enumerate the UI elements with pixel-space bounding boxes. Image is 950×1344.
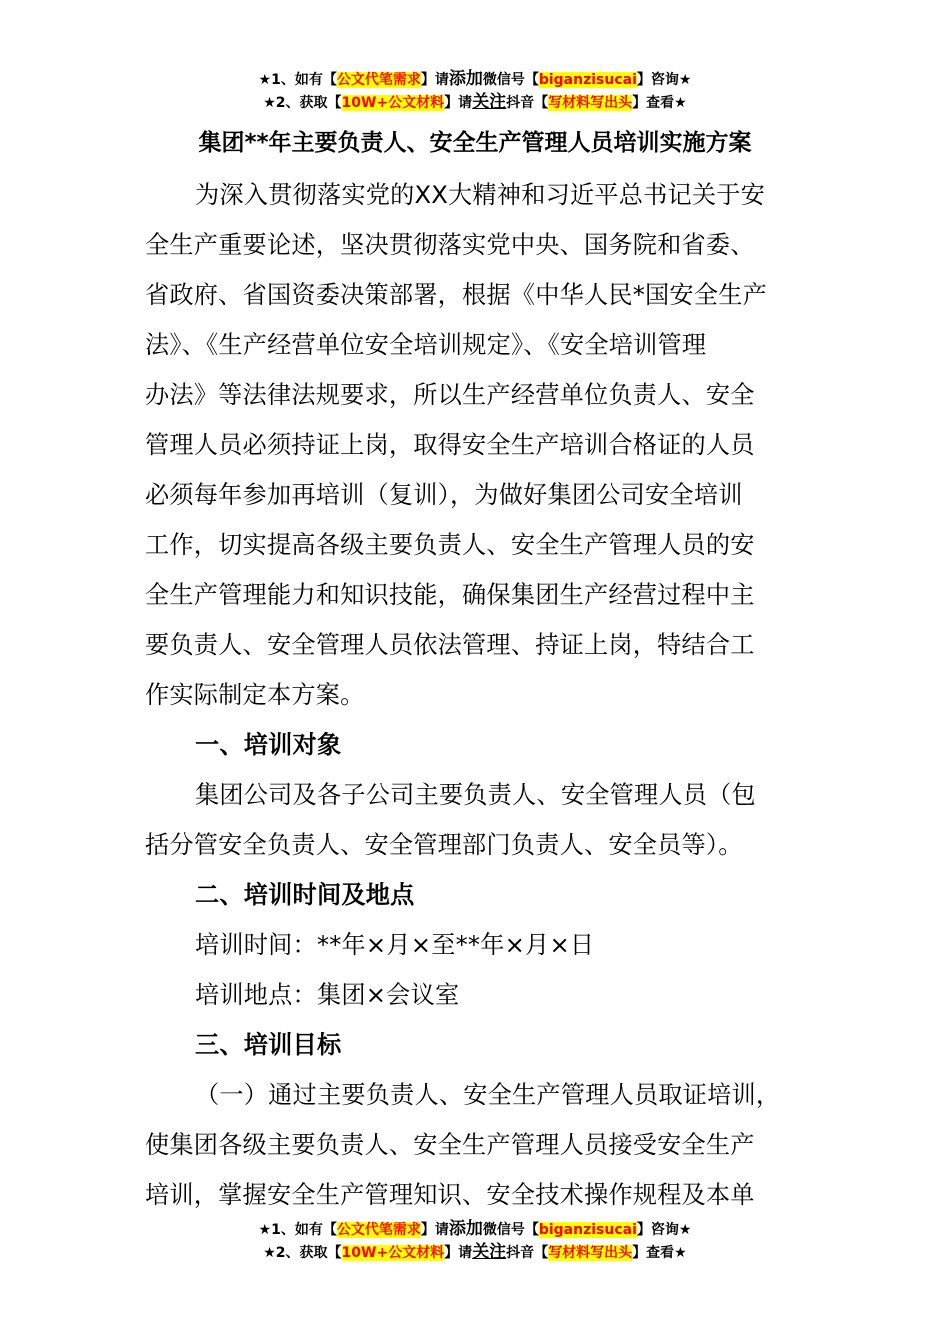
section3-line: 使集团各级主要负责人、安全生产管理人员接受安全生产 [145, 1131, 755, 1159]
banner-emphasis: 添加 [448, 1219, 483, 1239]
intro-line: 管理人员必须持证上岗，取得安全生产培训合格证的人员 [145, 431, 755, 459]
banner-text: 】请 [444, 95, 473, 111]
banner-highlight: 公文代笔需求 [336, 1222, 421, 1238]
banner-line-2 [0, 1241, 950, 1264]
intro-line: 工作，切实提高各级主要负责人、安全生产管理人员的安 [145, 531, 755, 559]
intro-line: 为深入贯彻落实党的XX大精神和习近平总书记关于安 [195, 181, 766, 209]
banner-text: 】请 [444, 1245, 473, 1261]
section-heading-2: 二、培训时间及地点 [195, 881, 415, 909]
intro-line: 省政府、省国资委决策部署，根据《中华人民*国安全生产 [145, 281, 767, 309]
wechat-id: biganzisucai [538, 72, 637, 88]
wechat-id: biganzisucai [538, 1222, 637, 1238]
douyin-account: 写材料写出头 [548, 1245, 633, 1261]
banner-text: 】咨询★ [636, 1222, 692, 1238]
banner-highlight: 10W+公文材料 [341, 1245, 445, 1261]
intro-line: 办法》等法律法规要求，所以生产经营单位负责人、安全 [145, 381, 755, 409]
banner-text: 】请 [420, 72, 449, 88]
section3-line: 培训，掌握安全生产管理知识、安全技术操作规程及本单 [145, 1181, 755, 1209]
banner-emphasis: 添加 [448, 69, 483, 89]
banner-text: ★1、如有【 [258, 1222, 337, 1238]
section-heading-1: 一、培训对象 [195, 731, 342, 759]
banner-text: 】咨询★ [636, 72, 692, 88]
bottom-banner [0, 1218, 950, 1264]
intro-line: 法》、《生产经营单位安全培训规定》、《安全培训管理 [145, 331, 707, 359]
banner-text: 微信号【 [482, 72, 539, 88]
section1-line: 括分管安全负责人、安全管理部门负责人、安全员等）。 [145, 831, 743, 859]
banner-text: ★1、如有【 [258, 72, 337, 88]
banner-emphasis: 关注 [472, 1242, 507, 1262]
document-title: 集团**年主要负责人、安全生产管理人员培训实施方案 [198, 130, 752, 156]
intro-line: 必须每年参加再培训（复训），为做好集团公司安全培训 [145, 481, 743, 509]
banner-text: 抖音【 [506, 95, 549, 111]
training-time: 培训时间：**年×月×至**年×月×日 [195, 931, 595, 959]
intro-line: 全生产重要论述，坚决贯彻落实党中央、国务院和省委、 [145, 231, 755, 259]
douyin-account: 写材料写出头 [548, 95, 633, 111]
intro-line: 作实际制定本方案。 [145, 681, 365, 709]
banner-text: 微信号【 [482, 1222, 539, 1238]
top-banner [0, 68, 950, 114]
intro-line: 全生产管理能力和知识技能，确保集团生产经营过程中主 [145, 581, 755, 609]
banner-line-1 [0, 1218, 950, 1241]
banner-text: ★2、获取【 [263, 1245, 342, 1261]
banner-highlight: 公文代笔需求 [336, 72, 421, 88]
section-heading-3: 三、培训目标 [195, 1031, 342, 1059]
banner-line-1 [0, 68, 950, 91]
banner-text: 抖音【 [506, 1245, 549, 1261]
intro-line: 要负责人、安全管理人员依法管理、持证上岗，特结合工 [145, 631, 755, 659]
banner-text: 】请 [420, 1222, 449, 1238]
banner-highlight: 10W+公文材料 [341, 95, 445, 111]
training-place: 培训地点：集团×会议室 [195, 981, 460, 1009]
document-body [145, 170, 825, 1220]
section3-line: （一）通过主要负责人、安全生产管理人员取证培训， [195, 1081, 781, 1109]
banner-line-2 [0, 91, 950, 114]
banner-text: 】查看★ [632, 95, 687, 111]
banner-text: 】查看★ [632, 1245, 687, 1261]
banner-text: ★2、获取【 [263, 95, 342, 111]
section1-line: 集团公司及各子公司主要负责人、安全管理人员（包 [195, 781, 756, 809]
banner-emphasis: 关注 [472, 92, 507, 112]
